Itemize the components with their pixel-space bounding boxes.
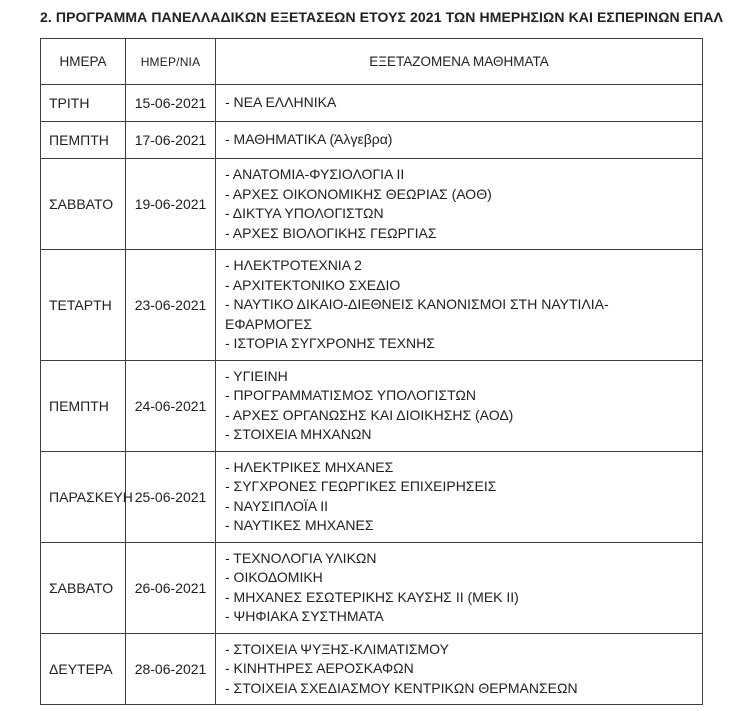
day-cell: ΤΕΤΑΡΤΗ [41, 250, 126, 361]
document-title: 2. ΠΡΟΓΡΑΜΜΑ ΠΑΝΕΛΛΑΔΙΚΩΝ ΕΞΕΤΑΣΕΩΝ ΕΤΟΥΣ 2021 ΤΩΝ ΗΜΕΡΗΣΙΩΝ ΚΑΙ ΕΣΠΕΡΙΝΩΝ ΕΠΑΛ [40, 9, 724, 25]
table-row [41, 159, 703, 250]
subject-line: - ΜΑΘΗΜΑΤΙΚΑ (Άλγεβρα) [225, 131, 393, 148]
date-cell: 17-06-2021 [126, 122, 216, 159]
subjects-cell [216, 159, 703, 250]
subject-line: - ΝΑΥΤΙΚΕΣ ΜΗΧΑΝΕΣ [225, 517, 374, 533]
day-cell: ΠΑΡΑΣΚΕΥΗ [41, 451, 126, 542]
date-cell: 26-06-2021 [126, 542, 216, 633]
table-header-row [41, 39, 703, 85]
subject-line: - ΤΕΧΝΟΛΟΓΙΑ ΥΛΙΚΩΝ [225, 549, 377, 566]
column-header-subjects: ΕΞΕΤΑΖΟΜΕΝΑ ΜΑΘΗΜΑΤΑ [216, 39, 703, 85]
subject-line: - ΟΙΚΟΔΟΜΙΚΗ [225, 569, 323, 585]
subject-line: - ΚΙΝΗΤΗΡΕΣ ΑΕΡΟΣΚΑΦΩΝ [225, 660, 414, 676]
day-cell: ΔΕΥΤΕΡΑ [41, 633, 126, 705]
subjects-cell [216, 122, 703, 159]
subject-line: - ΣΤΟΙΧΕΙΑ ΣΧΕΔΙΑΣΜΟΥ ΚΕΝΤΡΙΚΩΝ ΘΕΡΜΑΝΣΕΩΝ [225, 679, 578, 696]
table-row [41, 360, 703, 451]
subjects-cell [216, 451, 703, 542]
subjects-cell [216, 360, 703, 451]
date-cell: 23-06-2021 [126, 250, 216, 361]
subjects-cell [216, 250, 703, 361]
date-cell: 24-06-2021 [126, 360, 216, 451]
table-row [41, 542, 703, 633]
column-header-date: ΗΜΕΡ/ΝΙΑ [126, 39, 216, 85]
subject-line: - ΗΛΕΚΤΡΙΚΕΣ ΜΗΧΑΝΕΣ [225, 458, 394, 475]
subject-line: - ΗΛΕΚΤΡΟΤΕΧΝΙΑ 2 [225, 257, 362, 273]
subject-line: - ΣΤΟΙΧΕΙΑ ΨΥΞΗΣ-ΚΛΙΜΑΤΙΣΜΟΥ [225, 640, 449, 657]
subjects-cell [216, 85, 703, 122]
date-cell: 25-06-2021 [126, 451, 216, 542]
subject-line: - ΜΗΧΑΝΕΣ ΕΣΩΤΕΡΙΚΗΣ ΚΑΥΣΗΣ II (ΜΕΚ II) [225, 588, 519, 605]
subject-line: - ΝΑΥΣΙΠΛΟΪΑ II [225, 497, 329, 514]
table-row [41, 250, 703, 361]
subject-line: - ΔΙΚΤΥΑ ΥΠΟΛΟΓΙΣΤΩΝ [225, 205, 384, 221]
day-cell: ΤΡΙΤΗ [41, 85, 126, 122]
date-cell: 19-06-2021 [126, 159, 216, 250]
table-row [41, 85, 703, 122]
date-cell: 28-06-2021 [126, 633, 216, 705]
day-cell: ΣΑΒΒΑΤΟ [41, 159, 126, 250]
day-cell: ΠΕΜΠΤΗ [41, 122, 126, 159]
subject-line: - ΑΡΧΕΣ ΟΡΓΑΝΩΣΗΣ ΚΑΙ ΔΙΟΙΚΗΣΗΣ (ΑΟΔ) [225, 406, 514, 423]
exam-schedule-table [40, 38, 703, 705]
subject-line: - ΣΥΓΧΡΟΝΕΣ ΓΕΩΡΓΙΚΕΣ ΕΠΙΧΕΙΡΗΣΕΙΣ [225, 478, 497, 494]
date-cell: 15-06-2021 [126, 85, 216, 122]
subject-line: - ΝΑΥΤΙΚΟ ΔΙΚΑΙΟ-ΔΙΕΘΝΕΙΣ ΚΑΝΟΝΙΣΜΟΙ ΣΤΗ ΝΑΥΤΙΛΙΑ-ΕΦΑΡΜΟΓΕΣ [225, 296, 609, 332]
subject-line: - ΑΡΧΕΣ ΟΙΚΟΝΟΜΙΚΗΣ ΘΕΩΡΙΑΣ (ΑΟΘ) [225, 185, 492, 202]
subject-line: - ΑΝΑΤΟΜΙΑ-ΦΥΣΙΟΛΟΓΙΑ II [225, 166, 405, 182]
table-row [41, 451, 703, 542]
subject-line: - ΑΡΧΕΣ ΒΙΟΛΟΓΙΚΗΣ ΓΕΩΡΓΙΑΣ [225, 224, 437, 241]
subject-line: - ΑΡΧΙΤΕΚΤΟΝΙΚΟ ΣΧΕΔΙΟ [225, 276, 401, 293]
subject-line: - ΠΡΟΓΡΑΜΜΑΤΙΣΜΟΣ ΥΠΟΛΟΓΙΣΤΩΝ [225, 387, 476, 403]
table-row [41, 122, 703, 159]
document-page [0, 9, 734, 711]
subjects-cell [216, 633, 703, 705]
day-cell: ΠΕΜΠΤΗ [41, 360, 126, 451]
subjects-cell [216, 542, 703, 633]
subject-line: - ΝΕΑ ΕΛΛΗΝΙΚΑ [225, 94, 337, 111]
subject-line: - ΨΗΦΙΑΚΑ ΣΥΣΤΗΜΑΤΑ [225, 608, 384, 624]
subject-line: - ΣΤΟΙΧΕΙΑ ΜΗΧΑΝΩΝ [225, 426, 372, 442]
subject-line: - ΥΓΙΕΙΝΗ [225, 367, 288, 384]
subject-line: - ΙΣΤΟΡΙΑ ΣΥΓΧΡΟΝΗΣ ΤΕΧΝΗΣ [225, 335, 435, 351]
schedule-body [41, 85, 703, 705]
column-header-day: ΗΜΕΡΑ [41, 39, 126, 85]
day-cell: ΣΑΒΒΑΤΟ [41, 542, 126, 633]
table-row [41, 633, 703, 705]
